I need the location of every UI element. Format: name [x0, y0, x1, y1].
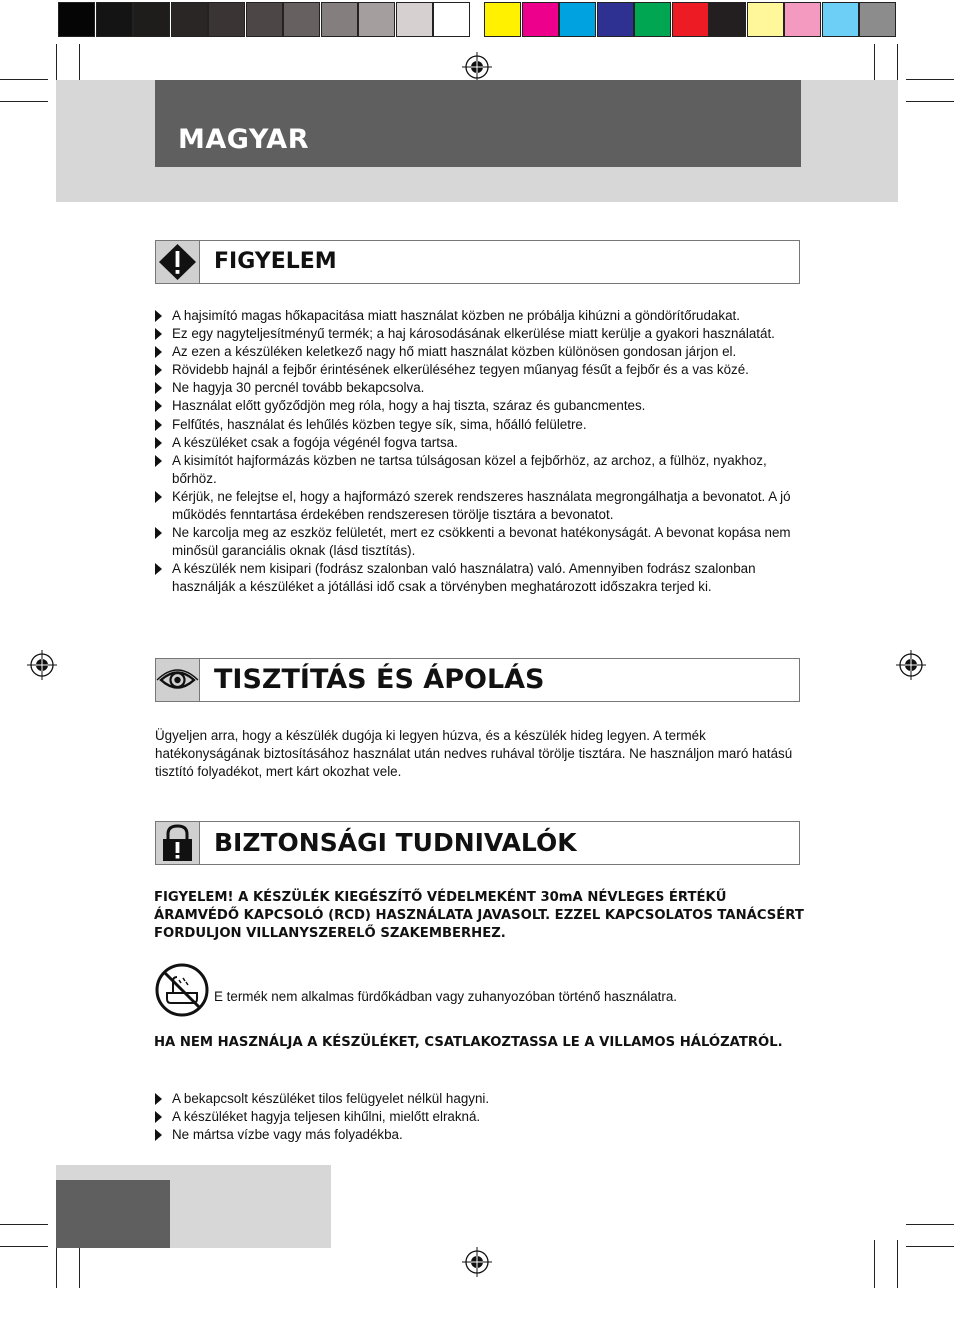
registration-mark-icon — [896, 650, 926, 680]
crop-mark — [906, 101, 954, 102]
list-item-text: A készüléket hagyja teljesen kihűlni, mielőtt elrakná. — [172, 1109, 481, 1125]
list-item — [155, 397, 805, 415]
bullet-arrow-icon — [155, 527, 162, 539]
gray-swatch — [133, 2, 170, 37]
bullet-arrow-icon — [155, 1093, 162, 1105]
warning-icon — [156, 241, 199, 283]
list-item — [155, 434, 805, 452]
registration-mark-icon — [27, 650, 57, 680]
bath-warning-text: E termék nem alkalmas fürdőkádban vagy zuhanyozóban történő használatra. — [214, 989, 677, 1004]
list-item — [155, 416, 805, 434]
list-item — [155, 361, 805, 379]
crop-mark — [897, 1240, 898, 1288]
warning-title: FIGYELEM — [214, 249, 337, 274]
warning-section-header — [155, 240, 800, 284]
bullet-arrow-icon — [155, 419, 162, 431]
list-item-text: Ne karcolja meg az eszköz felületét, mert ez csökkenti a bevonat hatékonyságát. A bevonat kopása nem minősül garanciális oknak (lásd tisztítás). — [172, 525, 791, 559]
eye-icon — [156, 659, 199, 701]
list-item — [155, 1090, 805, 1108]
footer-dark-block — [56, 1180, 170, 1248]
list-item — [155, 1126, 805, 1144]
list-item-text: Ne hagyja 30 percnél tovább bekapcsolva. — [172, 380, 425, 396]
safety-section-header — [155, 821, 800, 865]
cleaning-text: Ügyeljen arra, hogy a készülék dugója ki legyen húzva, és a készülék hideg legyen. A termék hatékonyságának biztosításához használat után nedves ruhával törölje tisztára. Ne használjon maró hatású tisztító folyadékot, mert kárt okozhat vele. — [155, 728, 793, 780]
list-item — [155, 343, 805, 361]
color-swatch — [709, 2, 746, 37]
list-item — [155, 307, 805, 325]
color-swatch — [784, 2, 821, 37]
list-item-text: Felfűtés, használat és lehűlés közben tegye sík, sima, hőálló felületre. — [172, 416, 587, 432]
gray-swatch — [358, 2, 395, 37]
bullet-arrow-icon — [155, 1111, 162, 1123]
list-item-text: Ez egy nagyteljesítményű termék; a haj károsodásának elkerülése miatt kerülje a gyakori használatát. — [172, 326, 775, 342]
safety-list — [155, 1090, 805, 1144]
color-swatch — [484, 2, 521, 37]
safety-title: BIZTONSÁGI TUDNIVALÓK — [214, 828, 577, 857]
no-bath-icon — [155, 963, 209, 1017]
list-item — [155, 1108, 805, 1126]
gray-swatch — [321, 2, 358, 37]
list-item — [155, 379, 805, 397]
registration-mark-icon — [462, 52, 492, 82]
list-item-text: Rövidebb hajnál a fejbőr érintésének elkerüléséhez tegyen műanyag fésűt a fejbőr és a vas közé. — [172, 362, 749, 378]
gray-swatch — [246, 2, 283, 37]
bullet-arrow-icon — [155, 491, 162, 503]
list-item — [155, 488, 805, 524]
list-item-text: A készüléket csak a fogója végénél fogva tartsa. — [172, 434, 458, 450]
list-item — [155, 524, 805, 560]
language-title: MAGYAR — [178, 124, 309, 155]
gray-swatch — [283, 2, 320, 37]
color-swatch — [634, 2, 671, 37]
color-swatch — [859, 2, 896, 37]
padlock-warning-icon — [156, 822, 199, 864]
gray-swatch — [58, 2, 95, 37]
crop-mark — [0, 1224, 48, 1225]
gray-swatch — [96, 2, 133, 37]
color-swatch — [559, 2, 596, 37]
color-swatch — [747, 2, 784, 37]
gray-swatch — [171, 2, 208, 37]
gray-swatch — [433, 2, 470, 37]
color-swatch — [672, 2, 709, 37]
bullet-arrow-icon — [155, 310, 162, 322]
list-item — [155, 325, 805, 343]
registration-mark-icon — [462, 1247, 492, 1277]
warning-list — [155, 307, 805, 597]
bullet-arrow-icon — [155, 455, 162, 467]
list-item-text: A hajsimító magas hőkapacitása miatt használat közben ne próbálja kihúzni a göndörítőrudakat. — [172, 308, 740, 323]
list-item — [155, 560, 805, 596]
crop-mark — [0, 79, 48, 80]
crop-mark — [906, 1224, 954, 1225]
gray-swatch — [396, 2, 433, 37]
bullet-arrow-icon — [155, 364, 162, 376]
color-swatch — [597, 2, 634, 37]
crop-mark — [906, 1246, 954, 1247]
list-item-text: Ne mártsa vízbe vagy más folyadékba. — [172, 1127, 403, 1143]
list-item-text: Használat előtt győződjön meg róla, hogy a haj tiszta, száraz és gubancmentes. — [172, 398, 646, 414]
crop-mark — [906, 79, 954, 80]
list-item-text: A bekapcsolt készüléket tilos felügyelet nélkül hagyni. — [172, 1091, 490, 1106]
bullet-arrow-icon — [155, 563, 162, 575]
rcd-warning: FIGYELEM! A KÉSZÜLÉK KIEGÉSZÍTŐ VÉDELMEKÉNT 30mA NÉVLEGES ÉRTÉKŰ ÁRAMVÉDŐ KAPCSOLÓ (RCD) HASZNÁLATA JAVASOLT. EZZEL KAPCSOLATOS TANÁCSÉRT FORDULJON VILLANYSZERELŐ SZAKEMBERHEZ. — [154, 890, 804, 942]
crop-mark — [0, 1246, 48, 1247]
list-item-text: Az ezen a készüléken keletkező nagy hő miatt használat közben különösen gondosan járjon el. — [172, 344, 737, 360]
color-swatch — [822, 2, 859, 37]
crop-mark — [874, 1240, 875, 1288]
crop-mark — [0, 101, 48, 102]
list-item-text: A készülék nem kisipari (fodrász szalonban való használatra) való. Amennyiben fodrász szalonban használják a készüléket a jótállási idő csak a törvényben meghatározott időszakra terjed ki. — [172, 561, 756, 595]
bullet-arrow-icon — [155, 328, 162, 340]
cleaning-title: TISZTÍTÁS ÉS ÁPOLÁS — [214, 664, 545, 695]
bullet-arrow-icon — [155, 437, 162, 449]
bullet-arrow-icon — [155, 1129, 162, 1141]
list-item-text: A kisimítót hajformázás közben ne tartsa túlságosan közel a fejbőrhöz, az archoz, a fülhöz, nyakhoz, bőrhöz. — [172, 452, 767, 486]
unplug-warning: HA NEM HASZNÁLJA A KÉSZÜLÉKET, CSATLAKOZTASSA LE A VILLAMOS HÁLÓZATRÓL. — [154, 1035, 783, 1050]
bullet-arrow-icon — [155, 400, 162, 412]
bullet-arrow-icon — [155, 382, 162, 394]
bullet-arrow-icon — [155, 346, 162, 358]
gray-swatch — [208, 2, 245, 37]
color-swatch — [522, 2, 559, 37]
cleaning-section-header — [155, 658, 800, 702]
list-item — [155, 452, 805, 488]
list-item-text: Kérjük, ne felejtse el, hogy a hajformázó szerek rendszeres használata megrongálhatja a bevonatot. A jó működés fenntartása érdekében rendszeresen törölje tisztára a bevonatot. — [172, 488, 791, 523]
